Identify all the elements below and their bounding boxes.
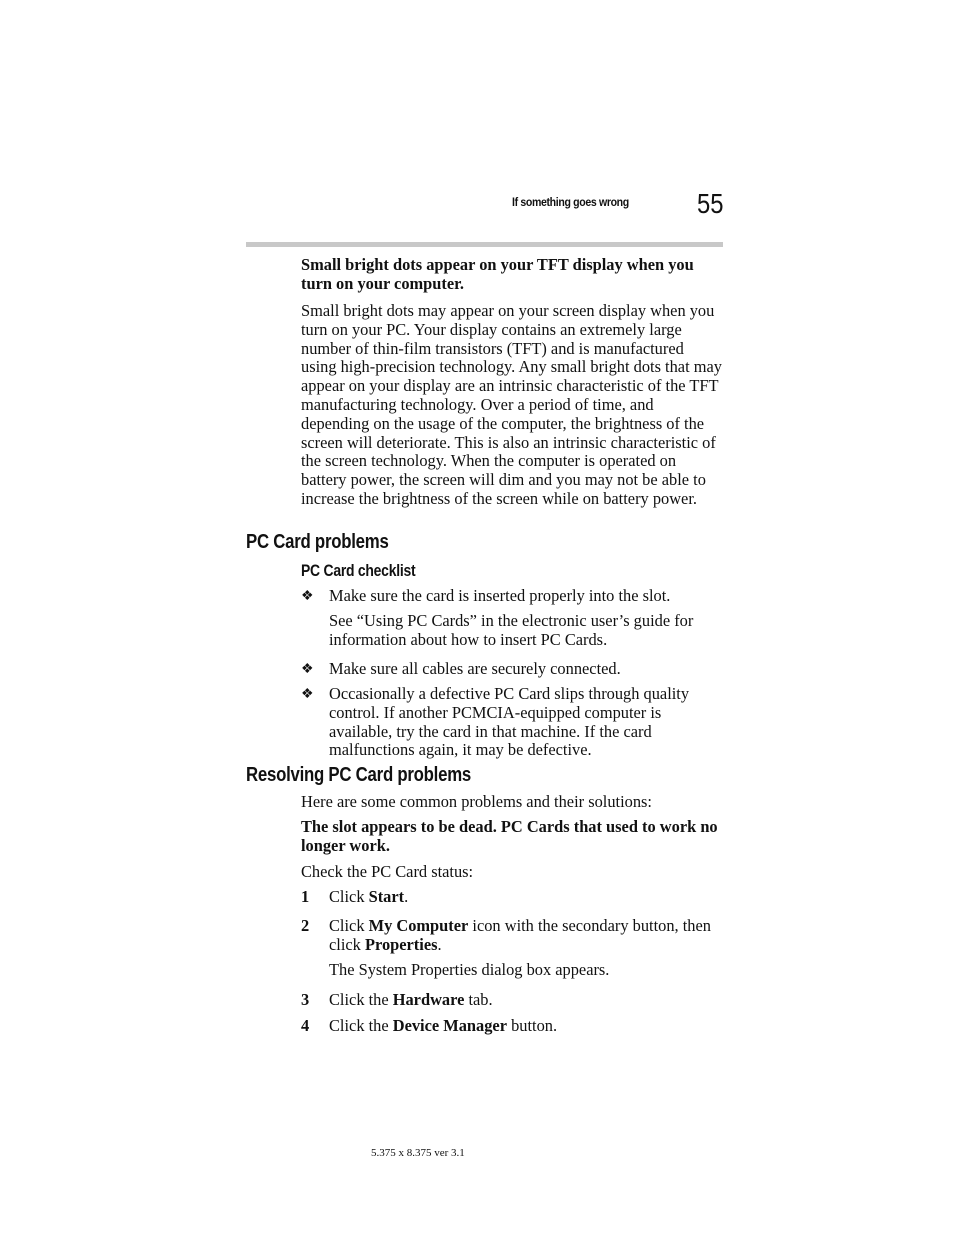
page-footer: 5.375 x 8.375 ver 3.1 <box>371 1147 465 1159</box>
check-status-text: Check the PC Card status: <box>301 862 474 881</box>
step-number: 3 <box>301 990 310 1009</box>
checklist-item: Make sure all cables are securely connected. <box>329 659 621 678</box>
checklist-item: Occasionally a defective PC Card slips through quality control. If another PCMCIA-equipped computer is available, try the card in that machine. If the card malfunctions again, it may be defective. <box>329 684 690 760</box>
resolving-heading: Resolving PC Card problems <box>246 764 471 786</box>
step-number: 2 <box>301 916 310 935</box>
resolving-problem-heading: The slot appears to be dead. PC Cards that used to work no longer work. <box>301 817 718 855</box>
tft-problem-body: Small bright dots may appear on your screen display when you turn on your PC. Your display contains an extremely large number of thin-film transistors (TFT) and is manufactured using high-precision technology. Any small bright dots that may appear on your display are an intrinsic characteristic of the TFT manufacturing technology. Over a period of time, and depending on the usage of the computer, the brightness of the screen will deteriorate. This is also an intrinsic characteristic of the screen technology. When the computer is operated on battery power, the screen will dim and you may not be able to increase the brightness of the screen while on battery power. <box>301 301 722 508</box>
running-header-title: If something goes wrong <box>512 195 629 209</box>
step-text: Click the Device Manager button. <box>329 1016 558 1035</box>
pc-card-checklist-heading: PC Card checklist <box>301 561 416 580</box>
resolving-intro: Here are some common problems and their solutions: <box>301 792 652 811</box>
step-text: Click Start. <box>329 887 409 906</box>
step-text: Click My Computer icon with the secondary button, then click Properties. <box>329 916 711 954</box>
step-note: The System Properties dialog box appears. <box>329 960 610 979</box>
header-rule <box>246 242 723 247</box>
step-number: 4 <box>301 1016 310 1035</box>
page-number: 55 <box>697 188 724 219</box>
checklist-item-note: See “Using PC Cards” in the electronic user’s guide for information about how to insert PC Cards. <box>329 611 694 649</box>
checklist-item: Make sure the card is inserted properly into the slot. <box>329 586 671 605</box>
step-number: 1 <box>301 887 310 906</box>
bullet-icon: ❖ <box>301 589 314 604</box>
bullet-icon: ❖ <box>301 687 314 702</box>
pc-card-problems-heading: PC Card problems <box>246 531 389 553</box>
bullet-icon: ❖ <box>301 662 314 677</box>
tft-problem-heading: Small bright dots appear on your TFT display when you turn on your computer. <box>301 255 694 293</box>
step-text: Click the Hardware tab. <box>329 990 493 1009</box>
